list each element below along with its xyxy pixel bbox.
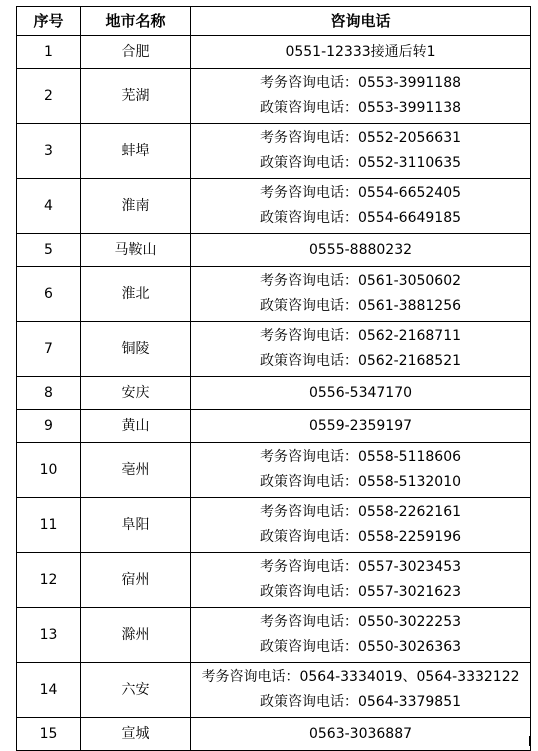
partial-next-row xyxy=(16,736,530,746)
column-divider xyxy=(80,736,81,746)
row-city: 滁州 xyxy=(81,608,191,663)
row-city: 淮北 xyxy=(81,267,191,322)
row-index: 4 xyxy=(17,179,81,234)
table-row xyxy=(17,553,531,608)
row-phone xyxy=(191,663,531,718)
row-city: 蚌埠 xyxy=(81,124,191,179)
row-index: 10 xyxy=(17,443,81,498)
row-index: 8 xyxy=(17,377,81,410)
row-index: 1 xyxy=(17,36,81,69)
table-row xyxy=(17,410,531,443)
row-city: 阜阳 xyxy=(81,498,191,553)
phone-line: 考务咨询电话：0557-3023453 xyxy=(259,559,462,575)
phone-line: 考务咨询电话：0558-5118606 xyxy=(259,449,462,465)
row-phone xyxy=(191,69,531,124)
row-index: 15 xyxy=(17,718,81,751)
phone-line: 政策咨询电话：0550-3026363 xyxy=(259,639,462,655)
table-row xyxy=(17,36,531,69)
row-index: 3 xyxy=(17,124,81,179)
phone-line: 政策咨询电话：0552-3110635 xyxy=(259,155,462,171)
phone-line: 考务咨询电话：0554-6652405 xyxy=(259,185,462,201)
header-phone: 咨询电话 xyxy=(191,7,531,36)
table-row xyxy=(17,322,531,377)
row-city: 宿州 xyxy=(81,553,191,608)
row-phone xyxy=(191,377,531,410)
phone-line: 考务咨询电话：0552-2056631 xyxy=(259,130,462,146)
row-city: 合肥 xyxy=(81,36,191,69)
row-phone xyxy=(191,608,531,663)
header-city: 地市名称 xyxy=(81,7,191,36)
table-header xyxy=(17,7,531,36)
phone-line: 政策咨询电话：0558-5132010 xyxy=(259,474,462,490)
row-phone xyxy=(191,553,531,608)
phone-line: 考务咨询电话：0558-2262161 xyxy=(259,504,462,520)
phone-line: 0551-12333接通后转1 xyxy=(285,43,436,60)
phone-line: 考务咨询电话：0553-3991188 xyxy=(259,75,462,91)
table-row xyxy=(17,69,531,124)
table-row xyxy=(17,498,531,553)
header-index: 序号 xyxy=(17,7,81,36)
row-city: 铜陵 xyxy=(81,322,191,377)
phone-line: 政策咨询电话：0561-3881256 xyxy=(259,298,462,314)
phone-line: 政策咨询电话：0564-3379851 xyxy=(259,694,462,710)
column-divider xyxy=(190,736,191,746)
phone-line: 政策咨询电话：0554-6649185 xyxy=(259,210,462,226)
row-city: 六安 xyxy=(81,663,191,718)
row-city: 亳州 xyxy=(81,443,191,498)
row-index: 7 xyxy=(17,322,81,377)
table-row xyxy=(17,124,531,179)
row-index: 12 xyxy=(17,553,81,608)
phone-line: 考务咨询电话：0564-3334019、0564-3332122 xyxy=(201,669,520,685)
phone-line: 0563-3036887 xyxy=(308,725,413,742)
phone-line: 政策咨询电话：0553-3991138 xyxy=(259,100,462,116)
header-row xyxy=(17,7,531,36)
phone-line: 政策咨询电话：0557-3021623 xyxy=(259,584,462,600)
phone-line: 考务咨询电话：0562-2168711 xyxy=(259,328,462,344)
row-city: 安庆 xyxy=(81,377,191,410)
phone-line: 考务咨询电话：0550-3022253 xyxy=(259,614,462,630)
phone-line: 0556-5347170 xyxy=(308,384,413,401)
phone-line: 0559-2359197 xyxy=(308,417,413,434)
row-index: 9 xyxy=(17,410,81,443)
table-row xyxy=(17,267,531,322)
row-phone xyxy=(191,234,531,267)
row-city: 黄山 xyxy=(81,410,191,443)
table-row xyxy=(17,608,531,663)
row-phone xyxy=(191,36,531,69)
table-row xyxy=(17,663,531,718)
row-index: 5 xyxy=(17,234,81,267)
row-phone xyxy=(191,179,531,234)
row-phone xyxy=(191,267,531,322)
row-phone xyxy=(191,124,531,179)
row-phone xyxy=(191,322,531,377)
row-city: 马鞍山 xyxy=(81,234,191,267)
row-index: 2 xyxy=(17,69,81,124)
phone-line: 政策咨询电话：0562-2168521 xyxy=(259,353,462,369)
row-index: 11 xyxy=(17,498,81,553)
row-city: 宣城 xyxy=(81,718,191,751)
row-index: 6 xyxy=(17,267,81,322)
row-city: 芜湖 xyxy=(81,69,191,124)
row-index: 13 xyxy=(17,608,81,663)
table-row xyxy=(17,443,531,498)
table-row xyxy=(17,234,531,267)
row-phone xyxy=(191,498,531,553)
phone-line: 政策咨询电话：0558-2259196 xyxy=(259,529,462,545)
phone-line: 考务咨询电话：0561-3050602 xyxy=(259,273,462,289)
table-row xyxy=(17,377,531,410)
row-phone xyxy=(191,443,531,498)
phone-line: 0555-8880232 xyxy=(308,241,413,258)
contact-table xyxy=(16,6,531,751)
table-row xyxy=(17,179,531,234)
row-phone xyxy=(191,410,531,443)
table-body xyxy=(17,36,531,751)
row-index: 14 xyxy=(17,663,81,718)
row-city: 淮南 xyxy=(81,179,191,234)
